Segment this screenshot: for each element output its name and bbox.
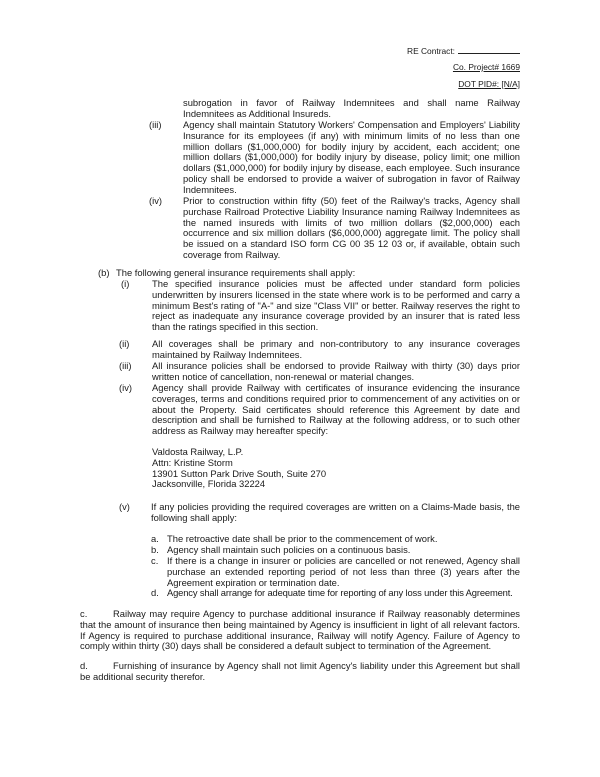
sub-label: a. [151,533,159,544]
item-label: (iv) [119,382,133,393]
sub-item: Agency shall arrange for adequate time for reporting of any loss under this Agreement. [167,587,513,598]
paragraph-d-text: Furnishing of insurance by Agency shall not limit Agency's liability under this Agreement but shall be additional security therefor. [80,660,520,682]
workers-comp-item: Agency shall maintain Statutory Workers' Compensation and Employers' Liability Insurance for its employees (if any) with minimum limits of no less than one million dollars ($1,000,000) for bodily injury by accident, each accident; one million dollars ($1,000,000) for bodily injury by disease, policy limit; one million dollars ($1,000,000) for bodily injury by disease, each employee. Such insurance policy shall be endorsed to provide a waiver of subrogation in favor of Railway Indemnitees. [183,119,520,195]
sub-label: b. [151,544,159,555]
sub-label: d. [151,587,159,598]
address-line: 13901 Sutton Park Drive South, Suite 270 [152,467,327,479]
section-b-label: (b) [98,267,110,278]
section-b-intro: The following general insurance requirements shall apply: [116,267,356,278]
re-contract-label: RE Contract: [407,46,455,56]
paragraph-c [80,609,520,652]
item-label: (iv) [149,195,163,206]
certificates-item: Agency shall provide Railway with certificates of insurance evidencing the insurance coverages, terms and conditions required prior to commencement of any activities on or about the Property. Said certificates should reference this Agreement by date and description and shall be furnished to Railway at the following address, or to such other address as Railway may hereafter specify: [152,382,520,437]
subrogation-continuation: subrogation in favor of Railway Indemnitees and shall name Railway Indemnitees as Additional Insureds. [183,97,520,119]
insurer-rating-item: The specified insurance policies must be affected under standard form policies underwritten by insurers licensed in the state where work is to be performed and carry a minimum Best's rating of "A-" and size "Class VII" or better. Railway reserves the right to reject as inadequate any insurance coverage provided by an insurer that is rated less than the ratings specified in this section. [152,278,520,333]
primary-coverage-item: All coverages shall be primary and non-contributory to any insurance coverages maintained by Railway Indemnitees. [152,338,520,360]
item-label: (v) [119,501,130,512]
project-number: Co. Project# 1669 [452,62,520,72]
item-label: (i) [121,278,130,289]
notice-item: All insurance policies shall be endorsed to provide Railway with thirty (30) days prior written notice of cancellation, non-renewal or material changes. [152,360,520,382]
railroad-protective-item: Prior to construction within fifty (50) feet of the Railway's tracks, Agency shall purchase Railroad Protective Liability Insurance naming Railway Indemnitees as the named insureds with limits of two million dollars ($2,000,000) each occurrence and six million dollars ($6,000,000) aggregate limit. The policy shall be issued on a standard ISO form CG 00 35 12 03 or, if available, obtain such coverage from Railway. [183,195,520,260]
paragraph-d [80,661,520,683]
sub-label: c. [151,555,159,566]
address-line: Jacksonville, Florida 32224 [152,478,266,490]
address-line: Attn: Kristine Storm [152,456,233,468]
sub-item: The retroactive date shall be prior to the commencement of work. [167,533,438,544]
paragraph-c-text: Railway may require Agency to purchase additional insurance if Railway reasonably determines that the amount of insurance then being maintained by Agency is insufficient in light of all relevant factors. If Agency is required to purchase additional insurance, Railway will notify Agency. Failure of Agency to comply within thirty (30) days shall be considered a default subject to termination of the Agreement. [80,608,520,652]
re-contract-blank [458,45,520,54]
item-label: (iii) [149,119,162,130]
dot-pid: DOT PID#: [N/A] [458,79,520,89]
sub-item: Agency shall maintain such policies on a continuous basis. [167,544,411,555]
address-line: Valdosta Railway, L.P. [152,446,244,457]
paragraph-c-label: c. [80,608,88,619]
address-block [152,447,452,490]
claims-made-item: If any policies providing the required coverages are written on a Claims-Made basis, the following shall apply: [151,501,520,523]
sub-item: If there is a change in insurer or policies are cancelled or not renewed, Agency shall purchase an extended reporting period of not less than three (3) years after the Agreement expiration or termination date. [167,555,520,588]
paragraph-d-label: d. [80,660,88,671]
item-label: (ii) [119,338,130,349]
item-label: (iii) [119,360,132,371]
re-contract-line [407,45,520,57]
